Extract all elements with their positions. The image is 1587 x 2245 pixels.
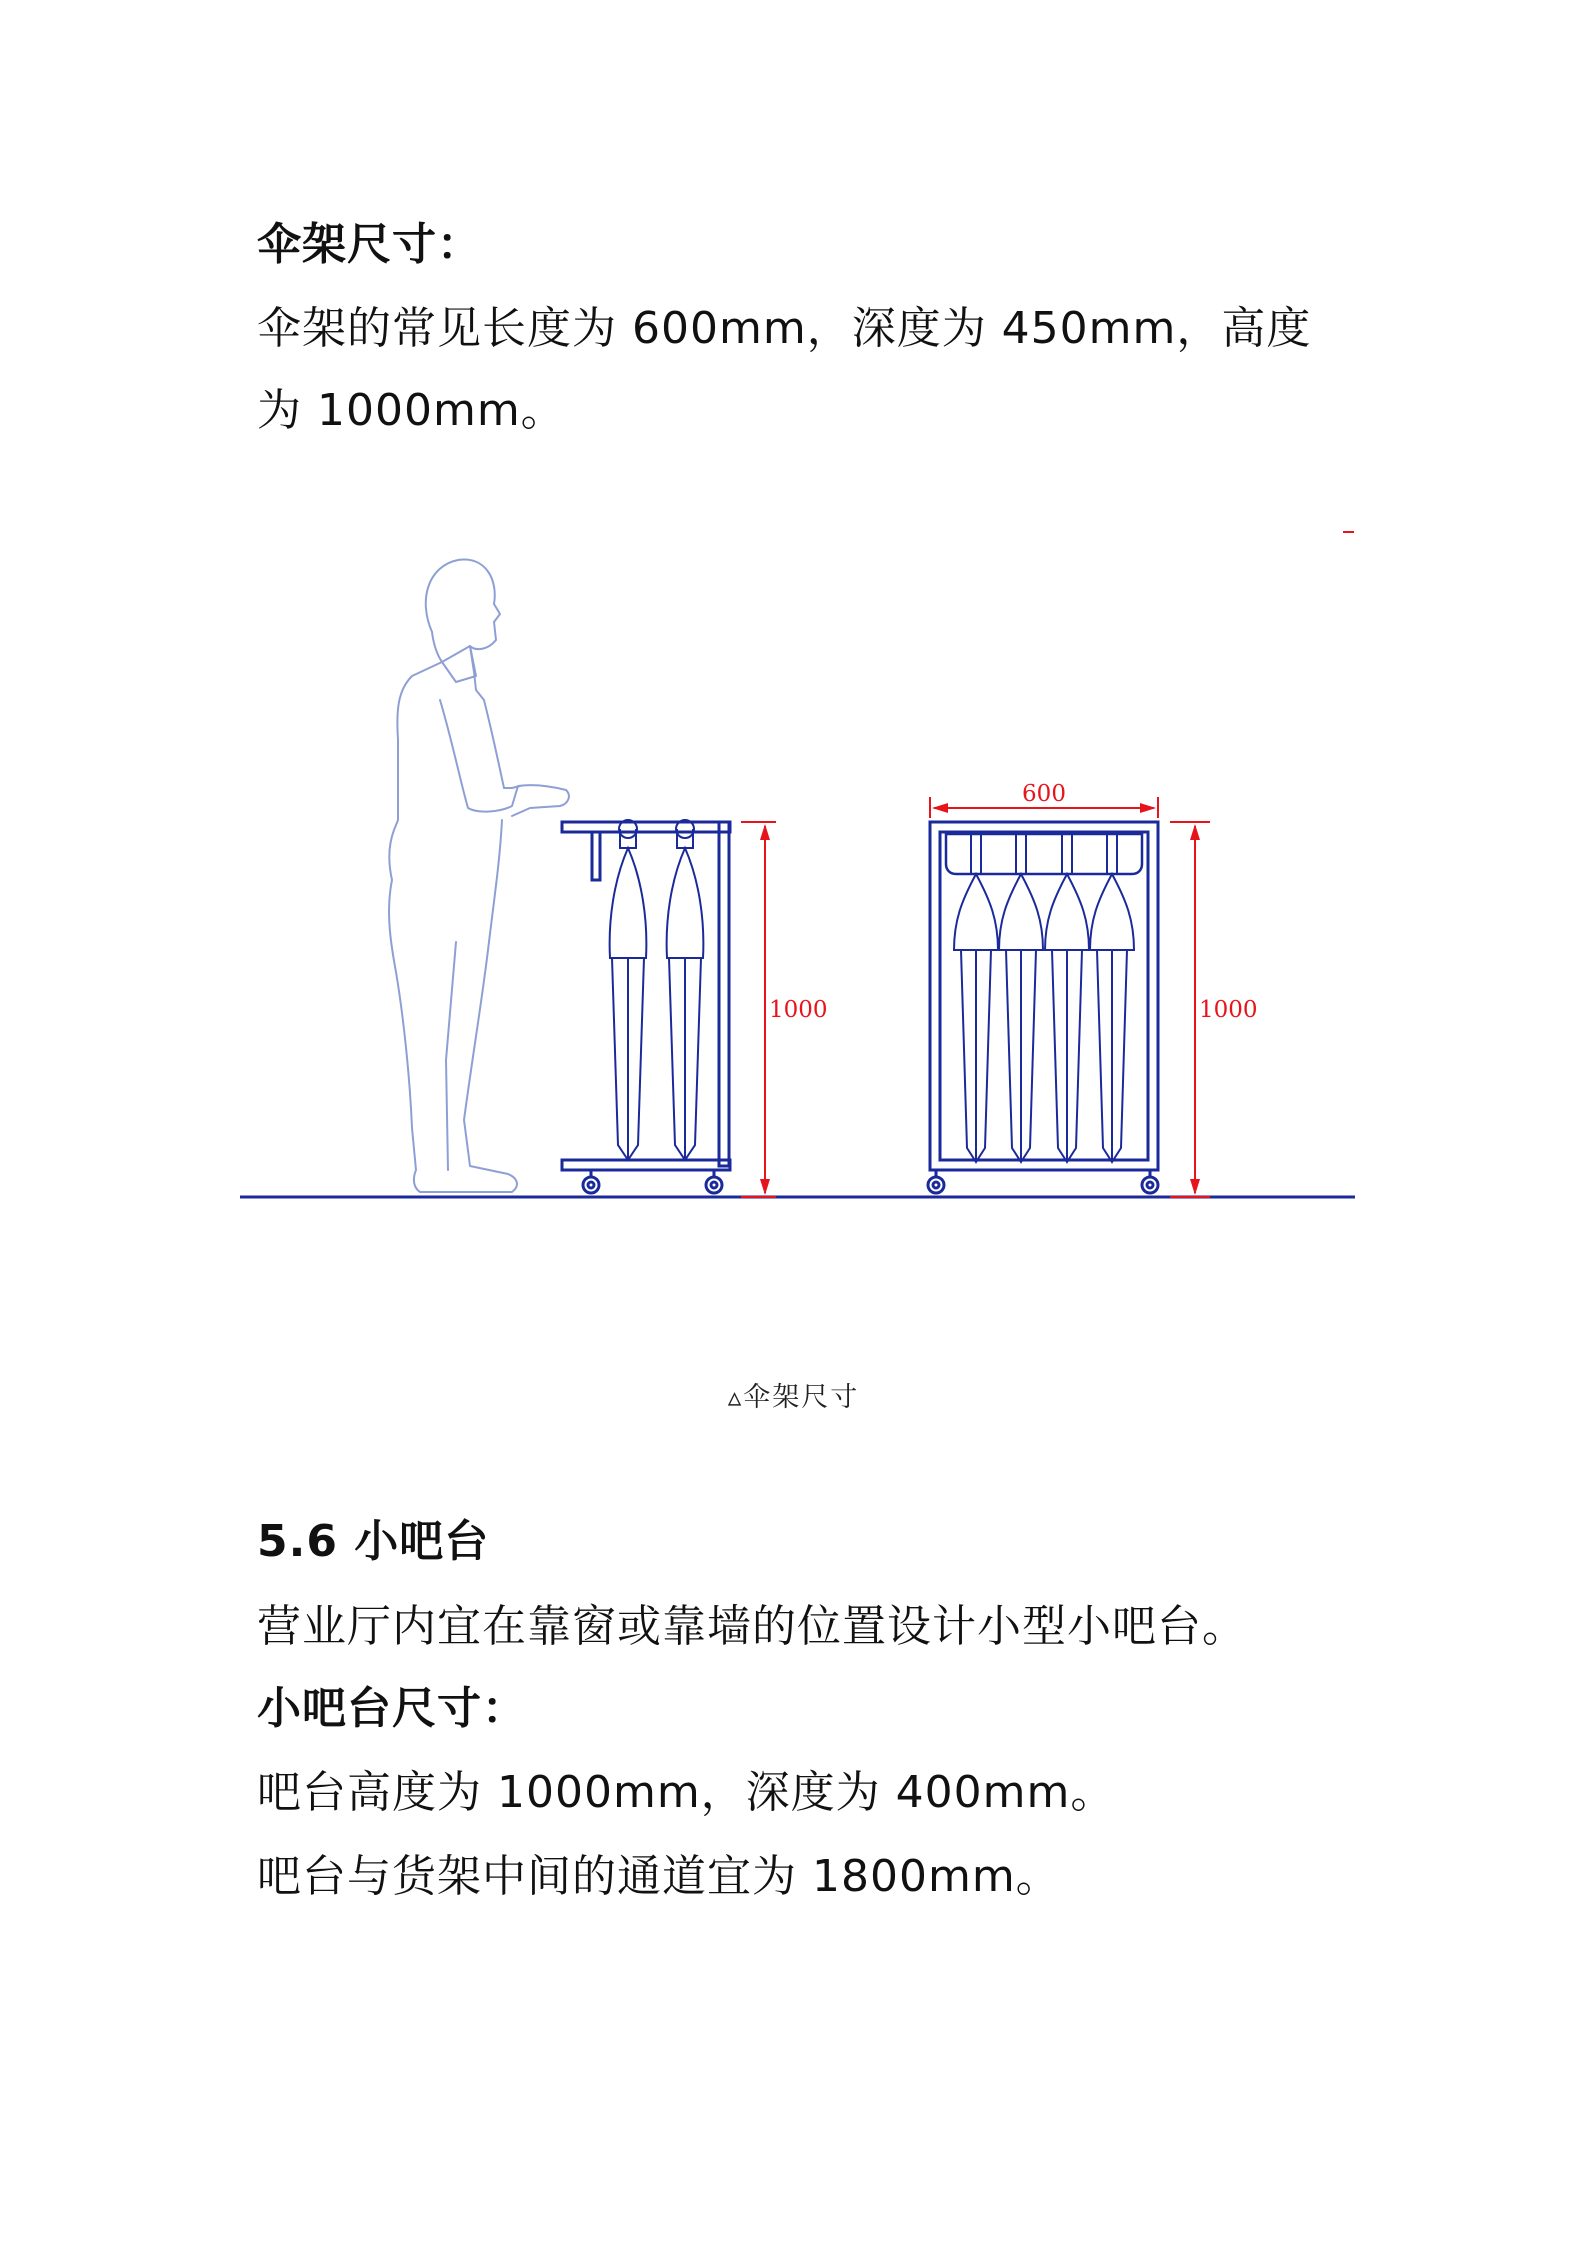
umbrella-size-text-line-2: 为 1000mm。 (257, 385, 566, 436)
front-width-label: 600 (1022, 781, 1066, 807)
umbrella-stand-side-view (562, 822, 730, 1193)
section-heading-bar-size: 小吧台尺寸： (257, 1683, 527, 1734)
small-bar-intro: 营业厅内宜在靠窗或靠墙的位置设计小型小吧台。 (257, 1601, 1247, 1652)
umbrellas-front (954, 832, 1134, 1162)
front-height-label: 1000 (1199, 997, 1258, 1023)
side-height-label: 1000 (769, 997, 828, 1023)
bar-size-text-line-1: 吧台高度为 1000mm，深度为 400mm。 (257, 1767, 1116, 1818)
umbrella-size-text-line-1: 伞架的常见长度为 600mm，深度为 450mm，高度 (257, 303, 1312, 354)
bar-size-text-line-2: 吧台与货架中间的通道宜为 1800mm。 (257, 1851, 1061, 1902)
figure-caption: ▵伞架尺寸 (727, 1382, 860, 1413)
section-heading-small-bar: 5.6 小吧台 (257, 1516, 490, 1567)
section-heading-umbrella-size: 伞架尺寸： (257, 219, 482, 270)
umbrellas-side (610, 820, 704, 1160)
person-figure (389, 560, 569, 1192)
umbrella-stand-diagram (0, 500, 1587, 1240)
